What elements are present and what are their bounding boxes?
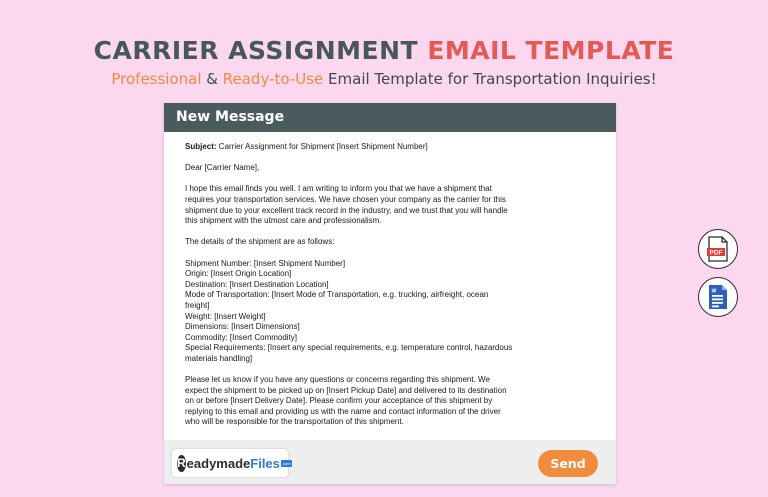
subtitle-rest: Email Template for Transportation Inquiries! (323, 70, 657, 88)
email-compose-window (164, 103, 616, 484)
pdf-label: PDF (709, 249, 723, 257)
subject-text: Carrier Assignment for Shipment [Insert Shipment Number] (216, 142, 428, 151)
detail-line: Dimensions: [Insert Dimensions] (185, 322, 300, 332)
logo-text-files: Files (250, 455, 280, 471)
page-subtitle (0, 70, 768, 88)
shipment-details (185, 259, 605, 365)
send-button[interactable]: Send (538, 450, 598, 477)
logo-initial: R (177, 455, 186, 470)
detail-line: Shipment Number: [Insert Shipment Number] (185, 258, 346, 268)
text-line: shipment due to your excellent track record in the industry, and we trust that you will handle (185, 205, 508, 215)
subtitle-ready: Ready-to-Use (222, 70, 324, 88)
greeting: Dear [Carrier Name], (185, 163, 260, 173)
text-line: this shipment with the utmost care and professionalism. (185, 216, 382, 226)
text-line: I hope this email finds you well. I am writing to inform you that we have a shipment that (185, 184, 492, 194)
detail-line: Weight: [Insert Weight] (185, 311, 266, 321)
window-title: New Message (164, 103, 616, 132)
compose-footer (164, 440, 616, 484)
word-download-button[interactable] (698, 277, 738, 317)
detail-line: freight] (185, 300, 210, 310)
pdf-download-button[interactable] (698, 229, 738, 269)
subtitle-professional: Professional (111, 70, 202, 88)
pdf-icon (707, 236, 729, 262)
page-title-accent: EMAIL TEMPLATE (427, 36, 675, 65)
text-line: on or before [Insert Delivery Date]. Please confirm your acceptance of this shipment by (185, 396, 493, 406)
word-doc-icon (707, 284, 729, 310)
text-line: replying to this email and providing us with the name and contact information of the driver (185, 406, 501, 416)
detail-line: Special Requirements: [Insert any special requirements, e.g. temperature control, hazardous (185, 343, 513, 353)
text-line: requires your transportation services. We have chosen your company as the carrier for this (185, 194, 506, 204)
detail-line: Origin: [Insert Origin Location] (185, 269, 292, 279)
detail-line: materials handling] (185, 353, 253, 363)
text-line: expect the shipment to be picked up on [Insert Pickup Date] and delivered to its destination (185, 385, 507, 395)
subject-label: Subject: (185, 142, 217, 151)
email-body[interactable] (185, 142, 605, 439)
text-line: who will be responsible for the transportation of this shipment. (185, 417, 404, 427)
logo-tag: .com (281, 460, 291, 466)
paragraph-closing (185, 375, 605, 428)
detail-line: Mode of Transportation: [Insert Mode of Transportation, e.g. trucking, airfreight, ocean (185, 290, 489, 300)
logo-text-readymade: eadymade (186, 455, 251, 471)
page-title (0, 36, 768, 65)
detail-line: Destination: [Insert Destination Location] (185, 279, 329, 289)
subject-line (185, 142, 605, 153)
word-label: W (711, 288, 717, 295)
readymadefiles-logo[interactable] (171, 448, 289, 478)
logo-text (187, 456, 280, 471)
text-line: Please let us know if you have any questions or concerns regarding this shipment. We (185, 375, 490, 385)
subtitle-amp: & (201, 70, 223, 88)
page-title-main: CARRIER ASSIGNMENT (93, 36, 419, 65)
paragraph-intro (185, 184, 605, 226)
paragraph-details-intro: The details of the shipment are as follows: (185, 237, 335, 247)
detail-line: Commodity: [Insert Commodity] (185, 332, 298, 342)
